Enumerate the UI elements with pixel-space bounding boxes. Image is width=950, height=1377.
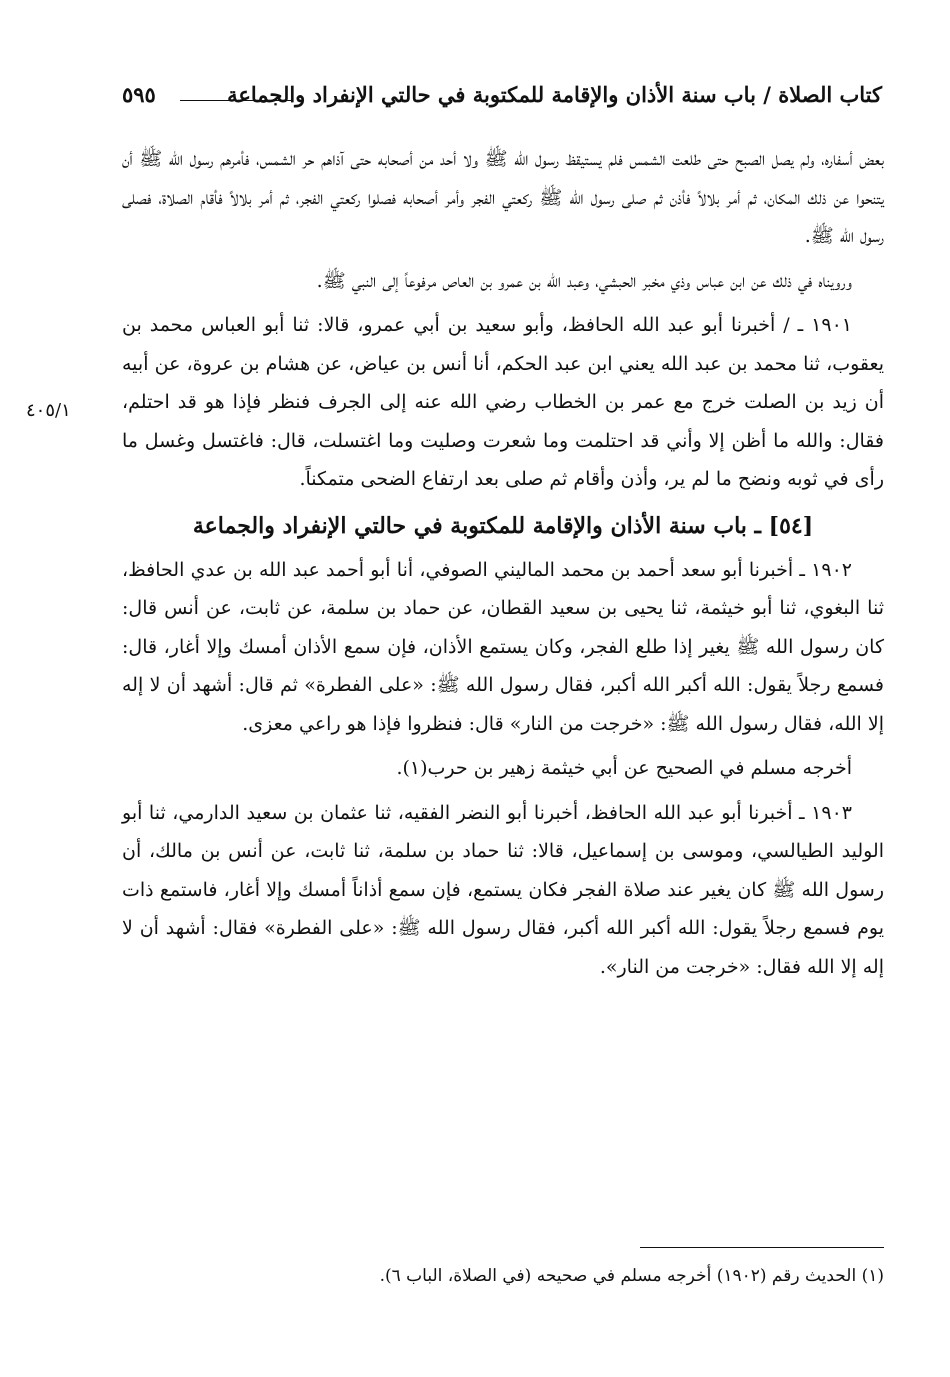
takhrij-note: أخرجه مسلم في الصحيح عن أبي خيثمة زهير بن حرب(١). bbox=[396, 757, 852, 779]
hadith-1901: ١٩٠١ ـ / أخبرنا أبو عبد الله الحافظ، وأبو سعيد بن أبي عمرو، قالا: ثنا أبو العباس محمد بن يعقوب، ثنا محمد بن عبد الله يعني ابن عبد الحكم، أنا أنس بن عياض، عن هشام بن عروة، عن أبيه أن زيد بن الصلت خرج مع عمر بن الخطاب رضي الله عنه إلى الجرف فنظر فإذا هو قد احتلم، فقال: والله ما أظن إلا وأني قد احتلمت وما شعرت وصليت وما اغتسلت، قال: فاغتسل وغسل ما رأى في ثوبه ونضح ما لم ير، وأذن وأقام ثم صلى بعد ارتفاع الضحى متمكناً. bbox=[122, 314, 884, 490]
footnote-rule bbox=[640, 1247, 884, 1248]
section-heading: [٥٤] ـ باب سنة الأذان والإقامة للمكتوبة في حالتي الإنفراد والجماعة bbox=[192, 512, 814, 539]
hadith-1903: ١٩٠٣ ـ أخبرنا أبو عبد الله الحافظ، أخبرنا أبو النضر الفقيه، ثنا عثمان بن سعيد الدارمي، ثنا أبو الوليد الطيالسي، وموسى بن إسماعيل، قالا: ثنا حماد بن سلمة، ثنا ثابت، عن أنس بن مالك، أن رسول الله ﷺ كان يغير عند صلاة الفجر فكان يستمع، فإن سمع أذاناً أمسك وإلا أغار، فاستمع ذات يوم فسمع رجلاً يقول: الله أكبر الله أكبر، فقال رسول الله ﷺ: «على الفطرة» فقال: أشهد أن لا إله إلا الله فقال: «خرجت من النار». bbox=[122, 801, 884, 978]
margin-reference: ٤٠٥/١ bbox=[26, 400, 71, 421]
header-rule bbox=[180, 100, 292, 101]
hadith-1902: ١٩٠٢ ـ أخبرنا أبو سعد أحمد بن محمد الماليني الصوفي، أنا أبو أحمد عبد الله بن عدي الحافظ، ثنا البغوي، ثنا أبو خيثمة، ثنا يحيى بن سعيد القطان، عن حماد بن سلمة، عن ثابت، عن أنس قال: كان رسول الله ﷺ يغير إذا طلع الفجر، وكان يستمع الأذان، فإن سمع الأذان أمسك وإلا أغار، قال: فسمع رجلاً يقول: الله أكبر الله أكبر، فقال رسول الله ﷺ: «على الفطرة» ثم قال: أشهد أن لا إله إلا الله، فقال رسول الله ﷺ: «خرجت من النار» قال: فنظروا فإذا هو راعي معزى. bbox=[122, 558, 884, 735]
running-title: كتاب الصلاة / باب سنة الأذان والإقامة للمكتوبة في حالتي الإنفراد والجماعة bbox=[227, 82, 882, 107]
paragraph: بعض أسفاره، ولم يصل الصبح حتى طلعت الشمس فلم يستيقظ رسول الله ﷺ ولا أحد من أصحابه حتى آذاهم حر الشمس، فأمرهم رسول الله ﷺ أن يتنحوا عن ذلك المكان، ثم أمر بلالاً فأذن ثم صلى رسول الله ﷺ ركعتي الفجر وأمر أصحابه فصلوا ركعتي الفجر، ثم أمر بلالاً فأقام الصلاة، فصلى رسول الله ﷺ. bbox=[122, 148, 884, 247]
page-number: ٥٩٥ bbox=[122, 82, 156, 107]
footnote: (١) الحديث رقم (١٩٠٢) أخرجه مسلم في صحيحه (في الصلاة، الباب ٦). bbox=[379, 1266, 884, 1286]
running-header bbox=[122, 82, 882, 122]
paragraph: ورويناه في ذلك عن ابن عباس وذي مخبر الحبشي، وعبد الله بن عمرو بن العاص مرفوعاً إلى النبي ﷺ. bbox=[316, 269, 852, 292]
main-text bbox=[122, 140, 884, 986]
